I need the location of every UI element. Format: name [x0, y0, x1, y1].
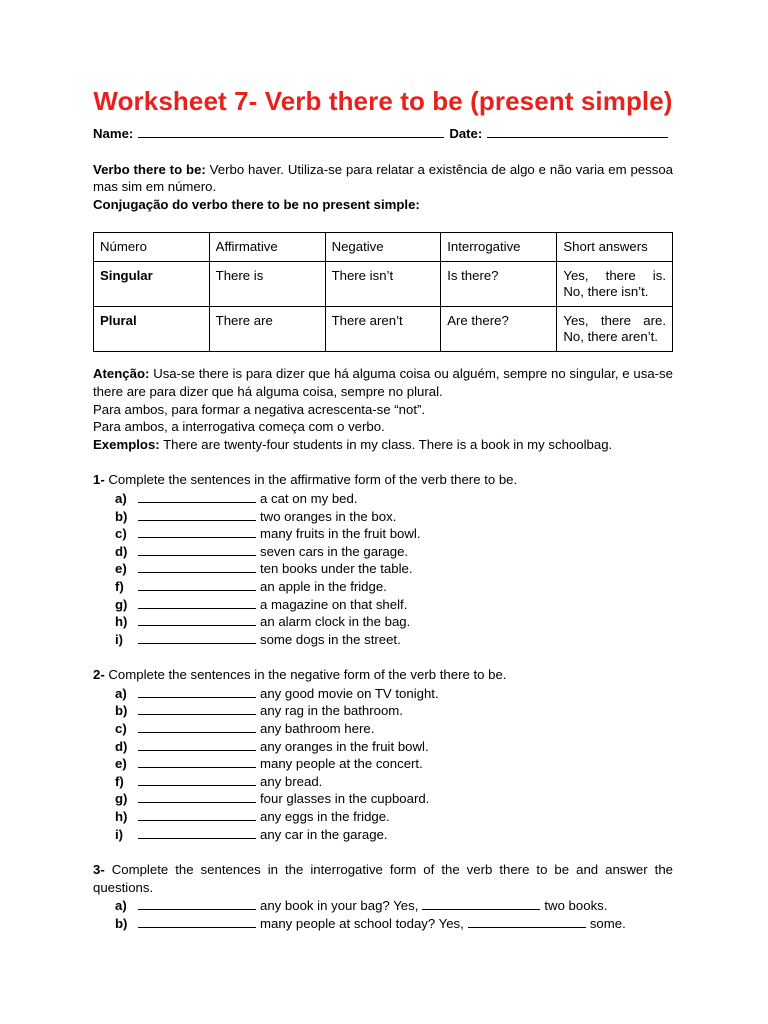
list-item: [93, 720, 673, 738]
name-label: Name:: [93, 126, 134, 141]
item-letter: h): [115, 809, 128, 825]
exercise-3: [93, 861, 673, 932]
table-row-label: Singular: [94, 262, 210, 307]
item-text: a magazine on that shelf.: [260, 596, 408, 612]
table-header-cell: Número: [94, 233, 210, 262]
item-text: any bathroom here.: [260, 721, 375, 737]
conjugation-table: [93, 232, 673, 352]
table-header-cell: Affirmative: [209, 233, 325, 262]
list-item: [93, 631, 673, 649]
answer-blank[interactable]: [138, 755, 256, 768]
item-text: many fruits in the fruit bowl.: [260, 526, 421, 542]
table-header-row: [94, 233, 673, 262]
atencao-text: Usa-se there is para dizer que há alguma coisa ou alguém, sempre no singular, e usa-se there are para dizer que há alguma coisa, sempre no plural.: [93, 366, 673, 399]
item-text: ten books under the table.: [260, 561, 413, 577]
name-date-row: [93, 125, 673, 143]
list-item: [93, 826, 673, 844]
item-text-end: two books.: [544, 898, 608, 914]
exercise-1-list: [93, 490, 673, 648]
short-answer-no: No, there aren’t.: [563, 329, 658, 345]
item-text: any bread.: [260, 773, 323, 789]
list-item: [93, 755, 673, 773]
exercise-1-instruction: [93, 471, 673, 489]
table-header-cell: Negative: [325, 233, 441, 262]
exemplos-text: There are twenty-four students in my class. There is a book in my schoolbag.: [159, 436, 613, 452]
list-item: [93, 808, 673, 826]
list-item: [93, 790, 673, 808]
short-answer-yes: Yes, there is.: [563, 268, 666, 284]
item-text: any rag in the bathroom.: [260, 703, 403, 719]
item-letter: a): [115, 490, 127, 506]
answer-blank[interactable]: [138, 631, 256, 644]
answer-blank[interactable]: [138, 578, 256, 591]
list-item: [93, 915, 673, 933]
interrogativa-note: Para ambos, a interrogativa começa com o verbo.: [93, 419, 385, 435]
exemplos-note: [93, 436, 673, 454]
table-cell-short-answers: [557, 307, 673, 352]
item-letter: i): [115, 631, 124, 647]
verbo-label: Verbo there to be:: [93, 161, 206, 177]
answer-blank[interactable]: [138, 525, 256, 538]
item-letter: c): [115, 721, 127, 737]
item-text: four glasses in the cupboard.: [260, 791, 430, 807]
negativa-note: Para ambos, para formar a negativa acrescenta-se “not”.: [93, 401, 426, 417]
verbo-definition: [93, 161, 673, 196]
answer-blank[interactable]: [138, 490, 256, 503]
atencao-note: [93, 365, 673, 400]
table-header-cell: Short answers: [557, 233, 673, 262]
exercise-2-list: [93, 685, 673, 843]
list-item: [93, 773, 673, 791]
exercise-number: 1-: [93, 472, 105, 488]
answer-blank[interactable]: [422, 897, 540, 910]
item-text: two oranges in the box.: [260, 508, 397, 524]
list-item: [93, 508, 673, 526]
list-item: [93, 596, 673, 614]
atencao-label: Atenção:: [93, 366, 150, 382]
exercise-number: 2-: [93, 667, 105, 683]
list-item: [93, 543, 673, 561]
item-letter: i): [115, 826, 124, 842]
exercise-2-instruction: [93, 666, 673, 684]
exemplos-label: Exemplos:: [93, 436, 160, 452]
item-letter: b): [115, 508, 128, 524]
item-letter: g): [115, 596, 128, 612]
table-cell: There are: [209, 307, 325, 352]
item-letter: f): [115, 578, 124, 594]
list-item: [93, 613, 673, 631]
answer-blank[interactable]: [138, 915, 256, 928]
item-text: any oranges in the fruit bowl.: [260, 738, 429, 754]
item-letter: e): [115, 561, 127, 577]
name-blank[interactable]: [138, 125, 444, 138]
answer-blank[interactable]: [138, 808, 256, 821]
list-item: [93, 525, 673, 543]
date-blank[interactable]: [487, 125, 668, 138]
answer-blank[interactable]: [138, 738, 256, 751]
item-letter: b): [115, 916, 128, 931]
item-letter: b): [115, 703, 128, 719]
short-answer-no: No, there isn’t.: [563, 284, 649, 300]
exercise-3-instruction: [93, 861, 673, 896]
table-cell: There isn’t: [325, 262, 441, 307]
exercise-text: Complete the sentences in the negative form of the verb there to be.: [104, 667, 507, 683]
list-item: [93, 897, 673, 915]
item-text: many people at the concert.: [260, 756, 423, 772]
item-letter: c): [115, 526, 127, 542]
item-text: some dogs in the street.: [260, 631, 401, 647]
answer-blank[interactable]: [138, 543, 256, 556]
item-letter: g): [115, 791, 128, 807]
short-answer-yes: Yes, there are.: [563, 313, 666, 329]
list-item: [93, 685, 673, 703]
worksheet-title: Worksheet 7- Verb there to be (present simple): [93, 86, 673, 116]
answer-blank[interactable]: [138, 897, 256, 910]
exercise-text: Complete the sentences in the affirmative form of the verb there to be.: [104, 472, 518, 488]
answer-blank[interactable]: [138, 720, 256, 733]
item-letter: d): [115, 738, 128, 754]
answer-blank[interactable]: [138, 826, 256, 839]
answer-blank[interactable]: [138, 790, 256, 803]
item-letter: h): [115, 614, 128, 630]
item-text-end: some.: [589, 916, 626, 931]
exercise-1: [93, 471, 673, 648]
list-item: [93, 490, 673, 508]
worksheet-page: [93, 86, 673, 933]
date-label: Date:: [449, 126, 483, 141]
item-text: any car in the garage.: [260, 826, 388, 842]
table-row-label: Plural: [94, 307, 210, 352]
item-letter: a): [115, 685, 127, 701]
table-cell: There is: [209, 262, 325, 307]
item-text: seven cars in the garage.: [260, 543, 409, 559]
item-letter: e): [115, 756, 127, 772]
item-text: any eggs in the fridge.: [260, 809, 390, 825]
list-item: [93, 578, 673, 596]
answer-blank[interactable]: [468, 915, 586, 928]
item-text: any good movie on TV tonight.: [260, 685, 439, 701]
verbo-text: Verbo haver. Utiliza-se para relatar a existência de algo e não varia em pessoa mas sim em número.: [93, 161, 673, 195]
conjugacao-heading: Conjugação do verbo there to be no present simple:: [93, 196, 420, 212]
item-text: many people at school today? Yes,: [260, 916, 464, 931]
answer-blank[interactable]: [138, 508, 256, 521]
list-item: [93, 560, 673, 578]
answer-blank[interactable]: [138, 596, 256, 609]
item-letter: a): [115, 898, 127, 914]
exercise-2: [93, 666, 673, 843]
table-row: [94, 307, 673, 352]
table-cell: There aren’t: [325, 307, 441, 352]
exercise-number: 3-: [93, 862, 105, 878]
exercise-text: Complete the sentences in the interrogative form of the verb there to be and answer the questions.: [93, 862, 673, 895]
item-text: a cat on my bed.: [260, 490, 358, 506]
table-row: [94, 262, 673, 307]
list-item: [93, 738, 673, 756]
answer-blank[interactable]: [138, 560, 256, 573]
item-letter: f): [115, 773, 124, 789]
answer-blank[interactable]: [138, 773, 256, 786]
item-text: an apple in the fridge.: [260, 578, 387, 594]
item-letter: d): [115, 543, 128, 559]
list-item: [93, 702, 673, 720]
answer-blank[interactable]: [138, 613, 256, 626]
exercise-3-list: [93, 897, 673, 932]
table-cell-short-answers: [557, 262, 673, 307]
item-text: any book in your bag? Yes,: [260, 898, 419, 914]
answer-blank[interactable]: [138, 702, 256, 715]
table-cell: Is there?: [441, 262, 557, 307]
answer-blank[interactable]: [138, 685, 256, 698]
table-cell: Are there?: [441, 307, 557, 352]
item-text: an alarm clock in the bag.: [260, 614, 411, 630]
table-header-cell: Interrogative: [441, 233, 557, 262]
